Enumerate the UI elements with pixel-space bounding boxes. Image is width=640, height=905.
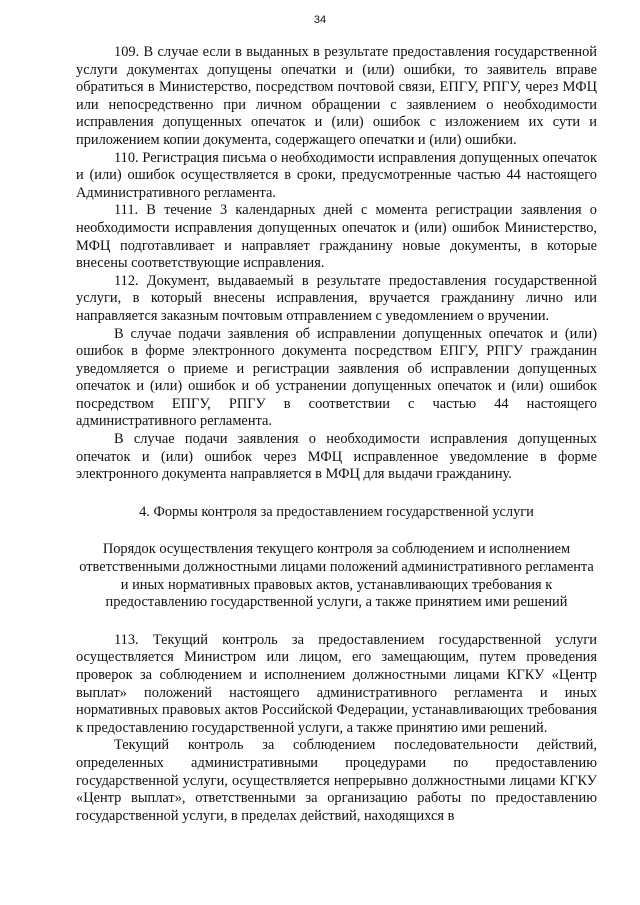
paragraph-mfc-correction: В случае подачи заявления о необходимости исправления допущенных опечаток и (или) ошибок через МФЦ исправленное уведомление в форме электронного документа направляется в МФЦ для выдачи гражданину.	[76, 431, 597, 483]
subsection-title: Порядок осуществления текущего контроля за соблюдением и исполнением ответственными должностными лицами положений административного регламента и иных нормативных правовых актов, устанавливающих требования к предоставлению государственной услуги, а также принятием ими решений	[79, 541, 594, 611]
paragraph-109: 109. В случае если в выданных в результате предоставления государственной услуги документах допущены опечатки и (или) ошибки, то заявитель вправе обратиться в Министерство, посредством почтовой связи, ЕПГУ, РПГУ, через МФЦ или непосредственно при личном обращении с заявлением о необходимости исправления допущенных опечаток и (или) ошибок с изложением их сути и приложением копии документа, содержащего опечатки и (или) ошибки.	[76, 44, 597, 148]
paragraph-electronic-correction: В случае подачи заявления об исправлении допущенных опечаток и (или) ошибок в форме электронного документа посредством ЕПГУ, РПГУ гражданин уведомляется о приеме и регистрации заявления об исправлении допущенных опечаток и (или) ошибок и об устранении допущенных опечаток и (или) ошибок посредством ЕПГУ, РПГУ в соответствии с частью 44 настоящего административного регламента.	[76, 325, 597, 430]
document-body	[76, 44, 597, 825]
paragraph-current-control: Текущий контроль за соблюдением последовательности действий, определенных административными процедурами по предоставлению государственной услуги, осуществляется непрерывно должностными лицами КГКУ «Центр выплат», ответственными за организацию работы по предоставлению государственной услуги, в пределах действий, находящихся в	[76, 737, 597, 824]
section-title: 4. Формы контроля за предоставлением государственной услуги	[139, 503, 534, 520]
paragraph-113: 113. Текущий контроль за предоставлением государственной услуги осуществляется Министром или лицом, его замещающим, путем проведения проверок за соблюдением и исполнением должностными лицами КГКУ «Центр выплат» положений настоящего административного регламента и иных нормативных правовых актов Российской Федерации, устанавливающих требования к предоставлению государственной услуги, а также принятию ими решений.	[76, 631, 597, 736]
paragraph-110: 110. Регистрация письма о необходимости исправления допущенных опечаток и (или) ошибок осуществляется в сроки, предусмотренные частью 44 настоящего Административного регламента.	[76, 149, 597, 201]
paragraph-111: 111. В течение 3 календарных дней с момента регистрации заявления о необходимости исправления допущенных опечаток и (или) ошибок Министерство, МФЦ подготавливает и направляет гражданину новые документы, в которые внесены соответствующие исправления.	[76, 202, 597, 272]
page-number: 34	[313, 14, 327, 26]
paragraph-112: 112. Документ, выдаваемый в результате предоставления государственной услуги, в который внесены исправления, вручается гражданину лично или направляется заказным почтовым отправлением с уведомлением о вручении.	[76, 272, 597, 324]
